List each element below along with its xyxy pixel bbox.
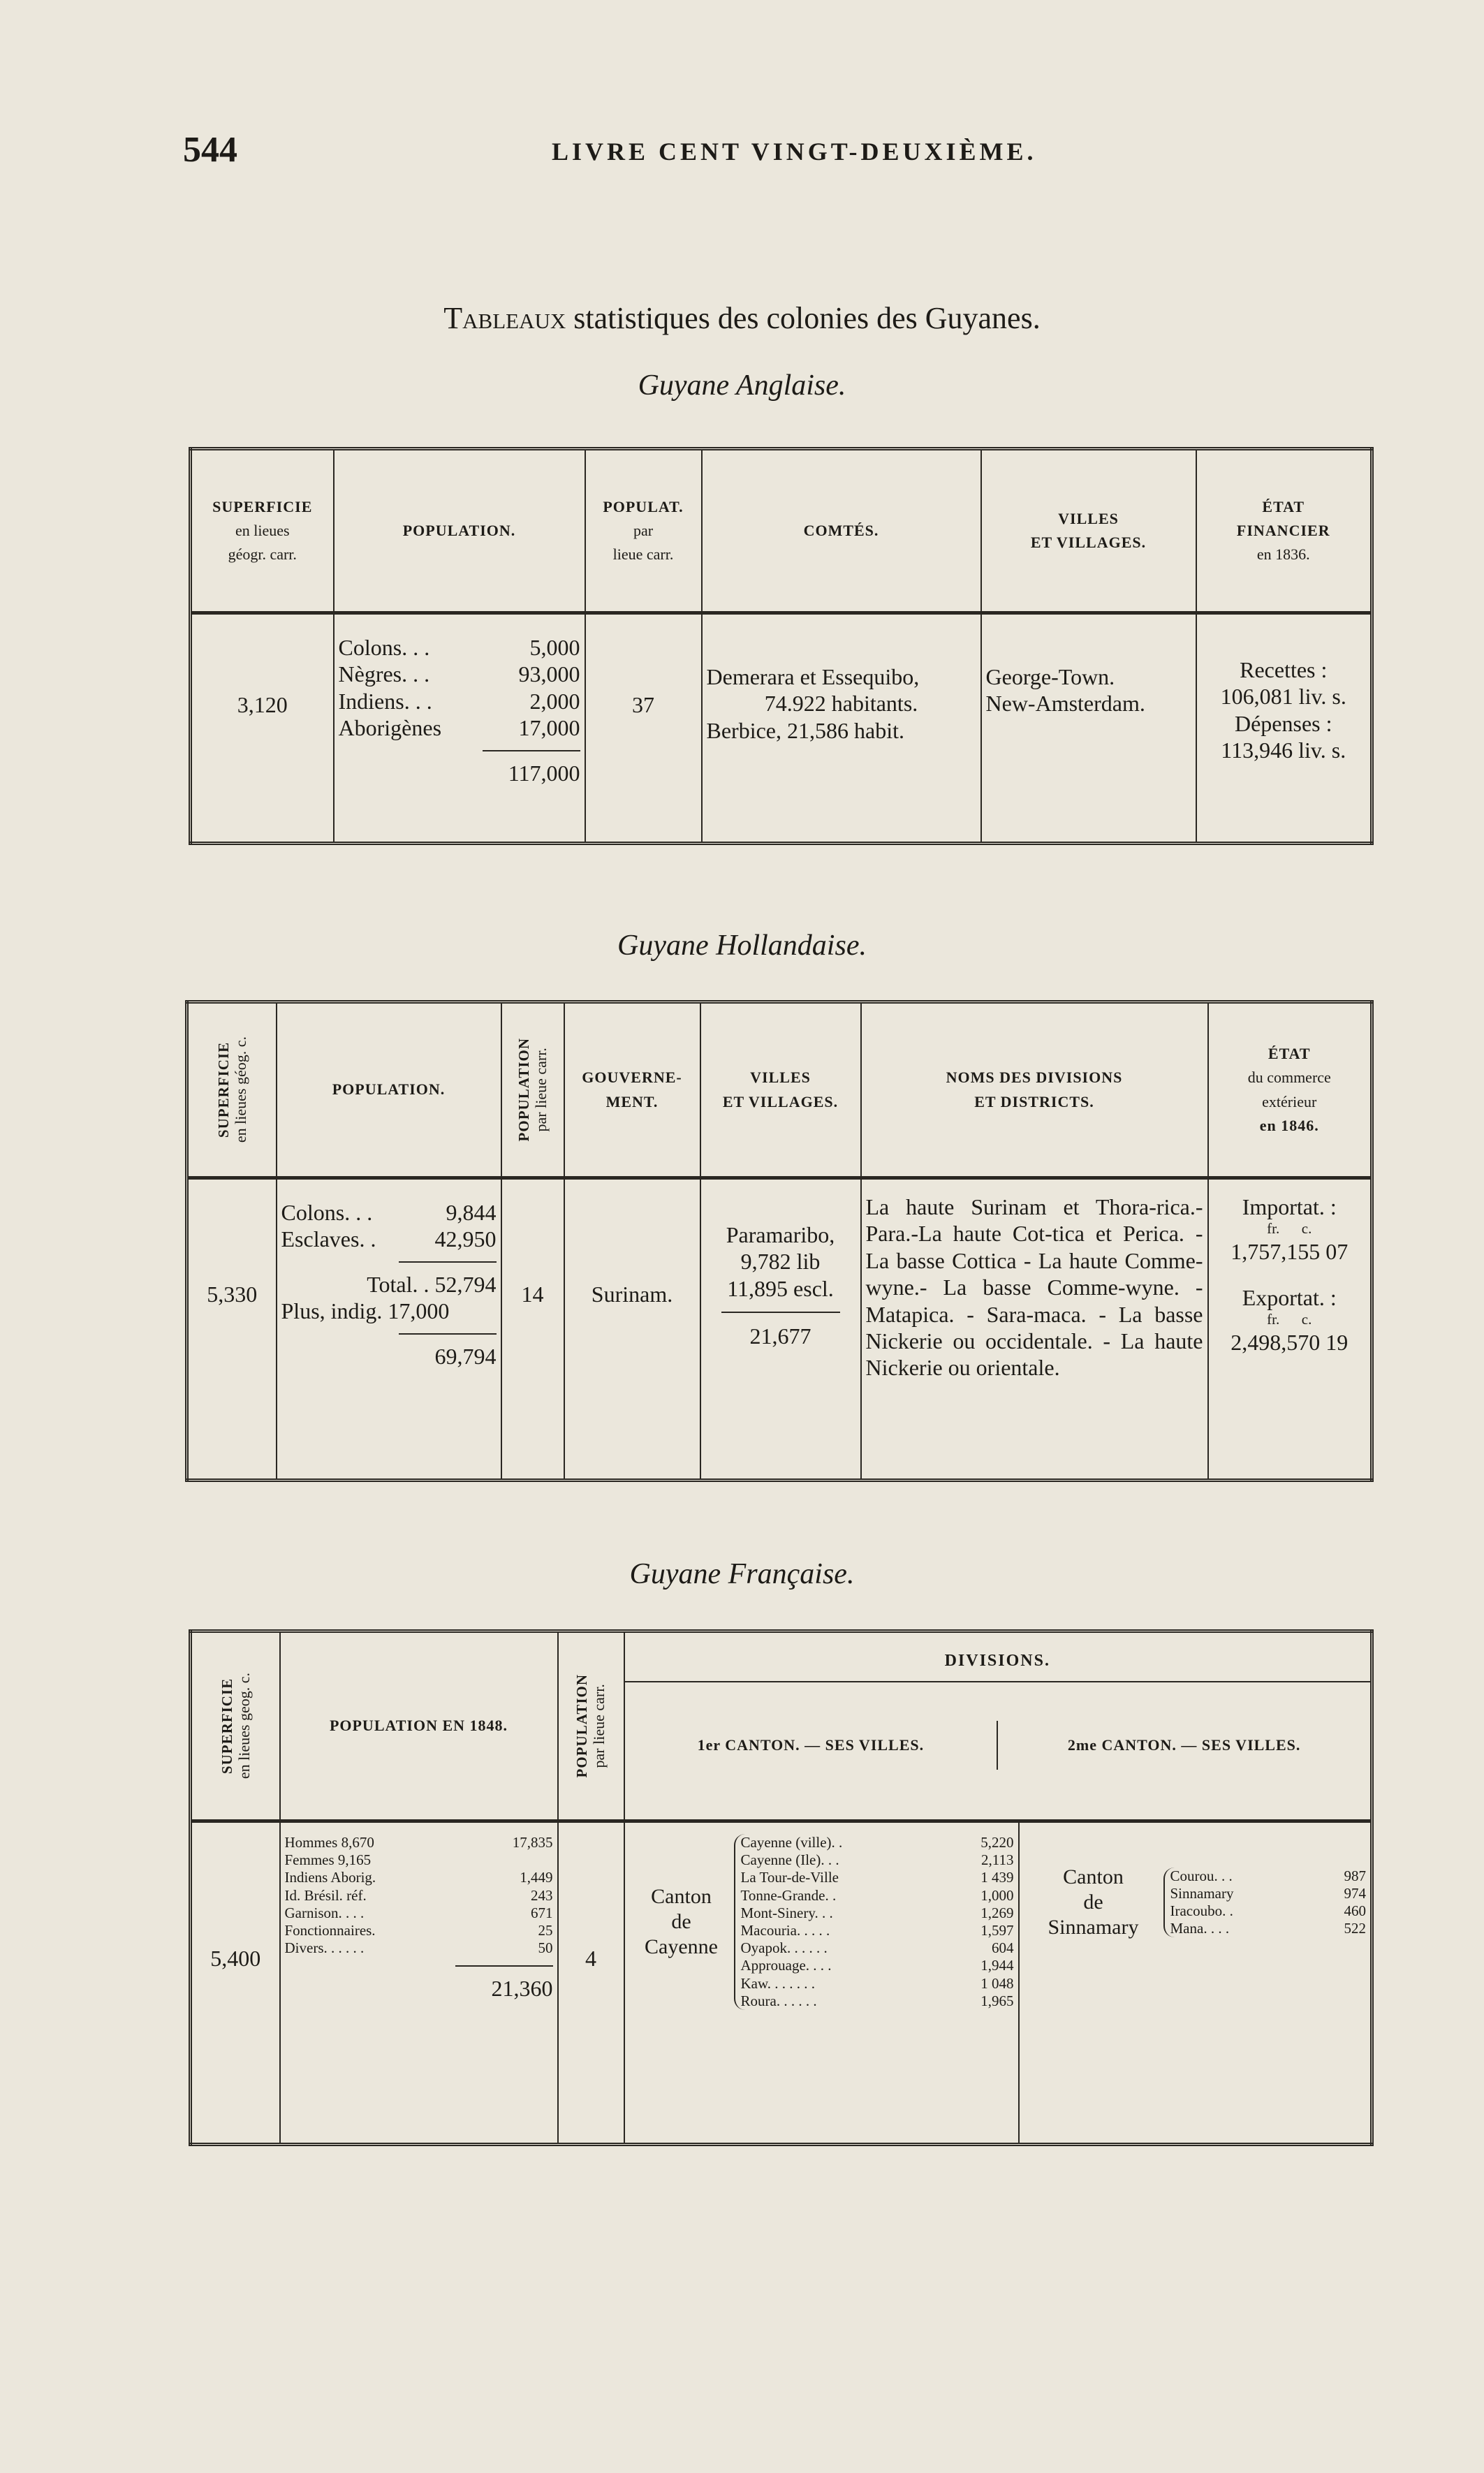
sum-rule <box>455 1965 553 1967</box>
list-item: Sinnamary 974 <box>1170 1884 1367 1902</box>
header-population: POPULATION. <box>334 449 585 613</box>
canton1-name: Canton de Cayenne <box>645 1884 718 1958</box>
population-line: Garnison. . . . 671 <box>284 1904 553 1921</box>
list-item: Mana. . . . 522 <box>1170 1920 1367 1937</box>
list-item: Mont-Sinery. . . 1,269 <box>740 1904 1014 1921</box>
header-villes: VILLES ET VILLAGES. <box>700 1002 861 1178</box>
population-line: Colons. . . 5,000 <box>338 635 580 660</box>
cell-etat: Importat. : fr. c. 1,757,155 07 Exportat. : fr. c. 2,498,570 19 <box>1208 1178 1372 1481</box>
population-line: Nègres. . . 93,000 <box>338 661 580 687</box>
header-canton2: 2me CANTON. — SES VILLES. <box>997 1721 1370 1770</box>
header-noms: NOMS DES DIVISIONS ET DISTRICTS. <box>861 1002 1208 1178</box>
list-item: Kaw. . . . . . . 1 048 <box>740 1974 1014 1992</box>
cell-densite: 37 <box>585 613 702 844</box>
header-row <box>191 1631 1372 1821</box>
table-guyane-anglaise <box>189 447 1374 845</box>
cell-superficie: 5,400 <box>191 1821 280 2145</box>
header-populat: POPULATION par lieue carr. <box>501 1002 564 1178</box>
population-line: Aborigènes 17,000 <box>338 715 580 741</box>
header-population: POPULATION EN 1848. <box>280 1631 558 1821</box>
list-item: Oyapok. . . . . . 604 <box>740 1939 1014 1957</box>
cell-population <box>277 1178 501 1481</box>
population-line: Fonctionnaires. 25 <box>284 1921 553 1939</box>
header-row <box>191 449 1372 613</box>
main-title-rest: statistiques des colonies des Guyanes. <box>566 301 1041 335</box>
list-item: Approuage. . . . 1,944 <box>740 1957 1014 1974</box>
header-etat: ÉTAT FINANCIER en 1836. <box>1196 449 1372 613</box>
cell-superficie: 5,330 <box>187 1178 277 1481</box>
table-guyane-hollandaise <box>185 1000 1374 1482</box>
header-population: POPULATION. <box>277 1002 501 1178</box>
canton1-villes <box>734 1834 1014 2010</box>
list-item: Cayenne (Ile). . . 2,113 <box>740 1851 1014 1869</box>
header-etat: ÉTAT du commerce extérieur en 1846. <box>1208 1002 1372 1178</box>
header-superficie: SUPERFICIE en lieues geog. c. <box>191 1631 280 1821</box>
cell-densite: 14 <box>501 1178 564 1481</box>
cell-canton2 <box>1019 1821 1372 2145</box>
table-guyane-francaise <box>189 1629 1374 2146</box>
population-grand-total: 69,794 <box>434 1343 497 1369</box>
population-plus: Plus, indig. 17,000 <box>281 1298 450 1324</box>
population-line: Id. Brésil. réf. 243 <box>284 1886 553 1904</box>
population-line: Indiens Aborig. 1,449 <box>284 1869 553 1886</box>
cell-villes: George-Town. New-Amsterdam. <box>981 613 1196 844</box>
cell-villes: Paramaribo, 9,782 lib 11,895 escl. 21,677 <box>700 1178 861 1481</box>
section-title-hollandaise: Guyane Hollandaise. <box>617 930 867 962</box>
sum-rule <box>399 1333 497 1335</box>
population-total: 21,360 <box>491 1976 553 2002</box>
cell-canton1 <box>624 1821 1019 2145</box>
canton2-name: Canton de Sinnamary <box>1048 1865 1139 1939</box>
population-line: Divers. . . . . . 50 <box>284 1939 553 1957</box>
list-item: La Tour-de-Ville 1 439 <box>740 1869 1014 1886</box>
list-item: Macouria. . . . . 1,597 <box>740 1921 1014 1939</box>
population-line: Femmes 9,165 <box>284 1851 372 1869</box>
sum-rule <box>399 1261 497 1263</box>
population-line: Hommes 8,670 17,835 <box>284 1834 553 1851</box>
cell-noms: La haute Surinam et Thora-rica.-Para.-La haute Cot-tica et Perica. - La basse Cottica - La haute Comme-wyne.- La basse Comme-wyne. - Matapica. - Sara-maca. - La basse Nickerie ou occidentale. - La haute Nickerie ou orientale. <box>861 1178 1208 1481</box>
population-line: Indiens. . . 2,000 <box>338 688 580 714</box>
header-comtes: COMTÉS. <box>702 449 981 613</box>
sum-rule <box>483 750 580 751</box>
cell-population <box>334 613 585 844</box>
main-title-first: Tableaux <box>443 301 566 335</box>
cell-etat: Recettes : 106,081 liv. s. Dépenses : 113,946 liv. s. <box>1196 613 1372 844</box>
list-item: Cayenne (ville). . 5,220 <box>740 1834 1014 1851</box>
section-title-anglaise: Guyane Anglaise. <box>638 369 846 402</box>
population-line: Esclaves. . 42,950 <box>281 1226 497 1252</box>
main-title <box>0 300 1484 336</box>
header-superficie: SUPERFICIE en lieues géogr. carr. <box>191 449 334 613</box>
canton2-villes <box>1163 1867 1367 1938</box>
header-populat: POPULATION par lieue carr. <box>558 1631 624 1821</box>
population-total: 117,000 <box>508 760 580 786</box>
sum-rule <box>721 1312 840 1313</box>
body-row <box>191 613 1372 844</box>
body-row <box>191 1821 1372 2145</box>
page-number: 544 <box>183 130 237 170</box>
list-item: Courou. . . 987 <box>1170 1867 1367 1884</box>
header-villes: VILLES ET VILLAGES. <box>981 449 1196 613</box>
header-row <box>187 1002 1372 1178</box>
cell-densite: 4 <box>558 1821 624 2145</box>
section-title-francaise: Guyane Française. <box>629 1558 855 1590</box>
list-item: Tonne-Grande. . 1,000 <box>740 1886 1014 1904</box>
body-row <box>187 1178 1372 1481</box>
list-item: Iracoubo. . 460 <box>1170 1902 1367 1919</box>
header-canton1: 1er CANTON. — SES VILLES. <box>697 1736 925 1754</box>
header-superficie: SUPERFICIE en lieues géog. c. <box>187 1002 277 1178</box>
cell-population <box>280 1821 558 2145</box>
cell-superficie: 3,120 <box>191 613 334 844</box>
header-populat: POPULAT. par lieue carr. <box>585 449 702 613</box>
cell-comtes: Demerara et Essequibo, 74.922 habitants. Berbice, 21,586 habit. <box>702 613 981 844</box>
cell-gouvernement: Surinam. <box>564 1178 700 1481</box>
population-total: Total. . 52,794 <box>367 1271 497 1297</box>
running-title: LIVRE CENT VINGT-DEUXIÈME. <box>552 138 1037 166</box>
population-line: Colons. . . 9,844 <box>281 1200 497 1225</box>
header-gouvernement: GOUVERNE- MENT. <box>564 1002 700 1178</box>
header-divisions: DIVISIONS. 1er CANTON. — SES VILLES. 2me CANTON. — SES VILLES. <box>624 1631 1372 1821</box>
list-item: Roura. . . . . . 1,965 <box>740 1992 1014 2009</box>
